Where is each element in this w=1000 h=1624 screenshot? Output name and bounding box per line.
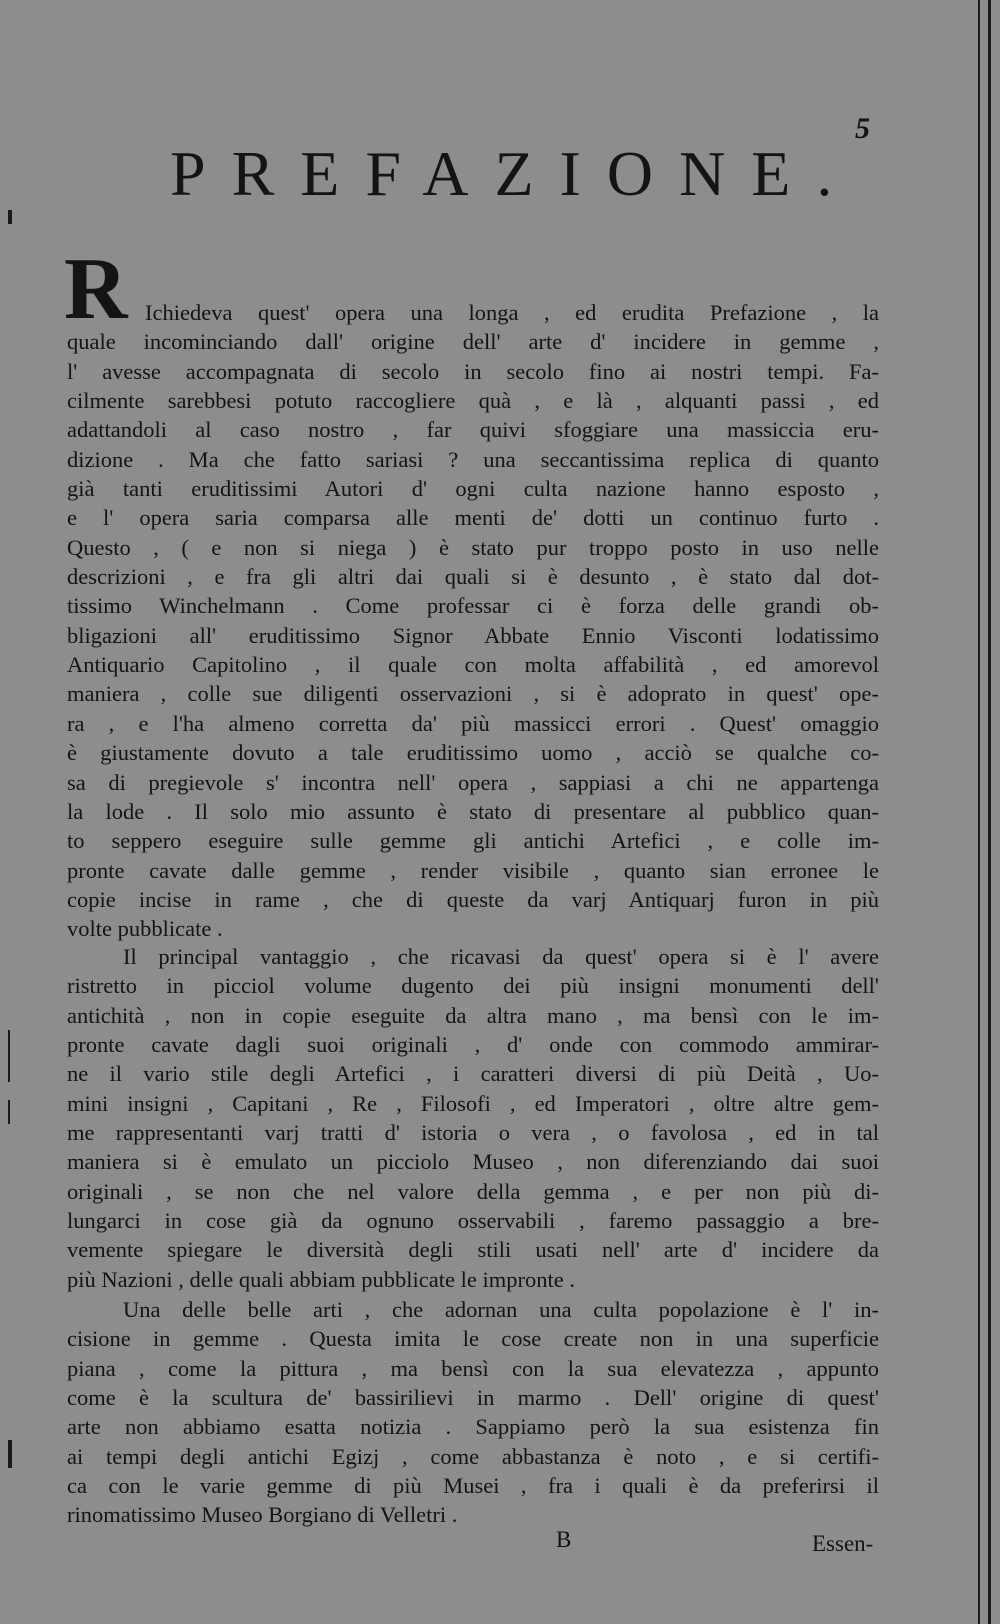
text-line: ca con le varie gemme di più Musei , fra i quali è da preferirsi il: [67, 1473, 879, 1499]
text-line: come è la scultura de' bassirilievi in marmo . Dell' origine di quest': [67, 1385, 879, 1411]
margin-speck: [8, 1100, 10, 1124]
right-margin-rule-outer: [988, 0, 991, 1624]
page-title: PREFAZIONE.: [170, 138, 859, 209]
text-line: pronte cavate dalle gemme , render visibile , quanto sian erronee le: [67, 857, 879, 883]
text-line: l' avesse accompagnata di secolo in secolo fino ai nostri tempi. Fa-: [67, 358, 879, 384]
text-line: è giustamente dovuto a tale eruditissimo uomo , acciò se qualche co-: [67, 740, 879, 766]
text-line: più Nazioni , delle quali abbiam pubblicate le impronte .: [67, 1266, 575, 1292]
text-line: quale incominciando dall' origine dell' arte d' incidere in gemme ,: [67, 329, 879, 355]
text-line: ra , e l'ha almeno corretta da' più massicci errori . Quest' omaggio: [67, 710, 879, 736]
catchword: Essen-: [812, 1531, 874, 1556]
text-line: Antiquario Capitolino , il quale con molta affabilità , ed amorevol: [67, 652, 879, 678]
text-line: mini insigni , Capitani , Re , Filosofi , ed Imperatori , oltre altre gem-: [67, 1090, 879, 1116]
text-line: Una delle belle arti , che adornan una culta popolazione è l' in-: [123, 1297, 879, 1322]
text-line: antichità , non in copie eseguite da altra mano , ma bensì con le im-: [67, 1002, 879, 1028]
text-line: la lode . Il solo mio assunto è stato di presentare al pubblico quan-: [67, 798, 879, 824]
text-line: ai tempi degli antichi Egizj , come abbastanza è noto , e si certifi-: [67, 1443, 879, 1469]
page-number: 5: [855, 112, 870, 145]
right-margin-rule: [978, 0, 980, 1624]
text-line: rinomatissimo Museo Borgiano di Velletri .: [67, 1502, 458, 1528]
text-line: originali , se non che nel valore della gemma , e per non più di-: [67, 1178, 879, 1204]
text-line: tissimo Winchelmann . Come professar ci è forza delle grandi ob-: [67, 593, 879, 619]
text-line: già tanti eruditissimi Autori d' ogni culta nazione hanno esposto ,: [67, 476, 879, 502]
text-line: me rappresentanti varj tratti d' istoria o vera , o favolosa , ed in tal: [67, 1120, 879, 1146]
text-line: e l' opera saria comparsa alle menti de' dotti un continuo furto .: [67, 505, 879, 531]
margin-speck: [8, 210, 12, 224]
text-line: piana , come la pittura , ma bensì con la sua elevatezza , appunto: [67, 1355, 879, 1381]
text-line: maniera , colle sue diligenti osservazioni , si è adoprato in quest' ope-: [67, 681, 879, 707]
text-line: volte pubblicate .: [67, 916, 223, 942]
signature-mark: B: [556, 1527, 572, 1552]
paragraph-1: [67, 298, 879, 944]
text-line: to seppero eseguire sulle gemme gli antichi Artefici , e colle im-: [67, 828, 879, 854]
margin-speck: [8, 1030, 10, 1082]
text-line: Il principal vantaggio , che ricavasi da quest' opera si è l' avere: [123, 944, 879, 969]
text-line: Ichiedeva quest' opera una longa , ed erudita Prefazione , la: [145, 300, 879, 325]
text-line: vemente spiegare le diversità degli stili usati nell' arte d' incidere da: [67, 1237, 879, 1263]
text-line: bligazioni all' eruditissimo Signor Abbate Ennio Visconti lodatissimo: [67, 622, 879, 648]
text-line: sa di pregievole s' incontra nell' opera , sappiasi a chi ne appartenga: [67, 769, 879, 795]
text-line: adattandoli al caso nostro , far quivi sfoggiare una massiccia eru-: [67, 417, 879, 443]
text-line: ne il vario stile degli Artefici , i caratteri diversi di più Deità , Uo-: [67, 1061, 879, 1087]
text-line: copie incise in rame , che di queste da varj Antiquarj furon in più: [67, 886, 879, 912]
text-line: dizione . Ma che fatto sariasi ? una seccantissima replica di quanto: [67, 446, 879, 472]
text-line: arte non abbiamo esatta notizia . Sappiamo però la sua esistenza fin: [67, 1414, 879, 1440]
text-line: Questo , ( e non si niega ) è stato pur troppo posto in uso nelle: [67, 534, 879, 560]
text-line: maniera si è emulato un picciolo Museo , non diferenziando dai suoi: [67, 1149, 879, 1175]
drop-cap: R: [64, 241, 128, 338]
paragraph-3: [67, 1295, 879, 1530]
text-line: cilmente sarebbesi potuto raccogliere quà , e là , alquanti passi , ed: [67, 388, 879, 414]
page-footer: [0, 1527, 1000, 1561]
margin-speck: [8, 1440, 12, 1468]
text-line: ristretto in picciol volume dugento dei più insigni monumenti dell': [67, 973, 879, 999]
text-line: pronte cavate dagli suoi originali , d' onde con commodo ammirar-: [67, 1032, 879, 1058]
text-line: lungarci in cose già da ognuno osservabili , faremo passaggio a bre-: [67, 1208, 879, 1234]
paragraph-2: [67, 942, 879, 1294]
text-line: cisione in gemme . Questa imita le cose create non in una superficie: [67, 1326, 879, 1352]
text-line: descrizioni , e fra gli altri dai quali si è desunto , è stato dal dot-: [67, 564, 879, 590]
